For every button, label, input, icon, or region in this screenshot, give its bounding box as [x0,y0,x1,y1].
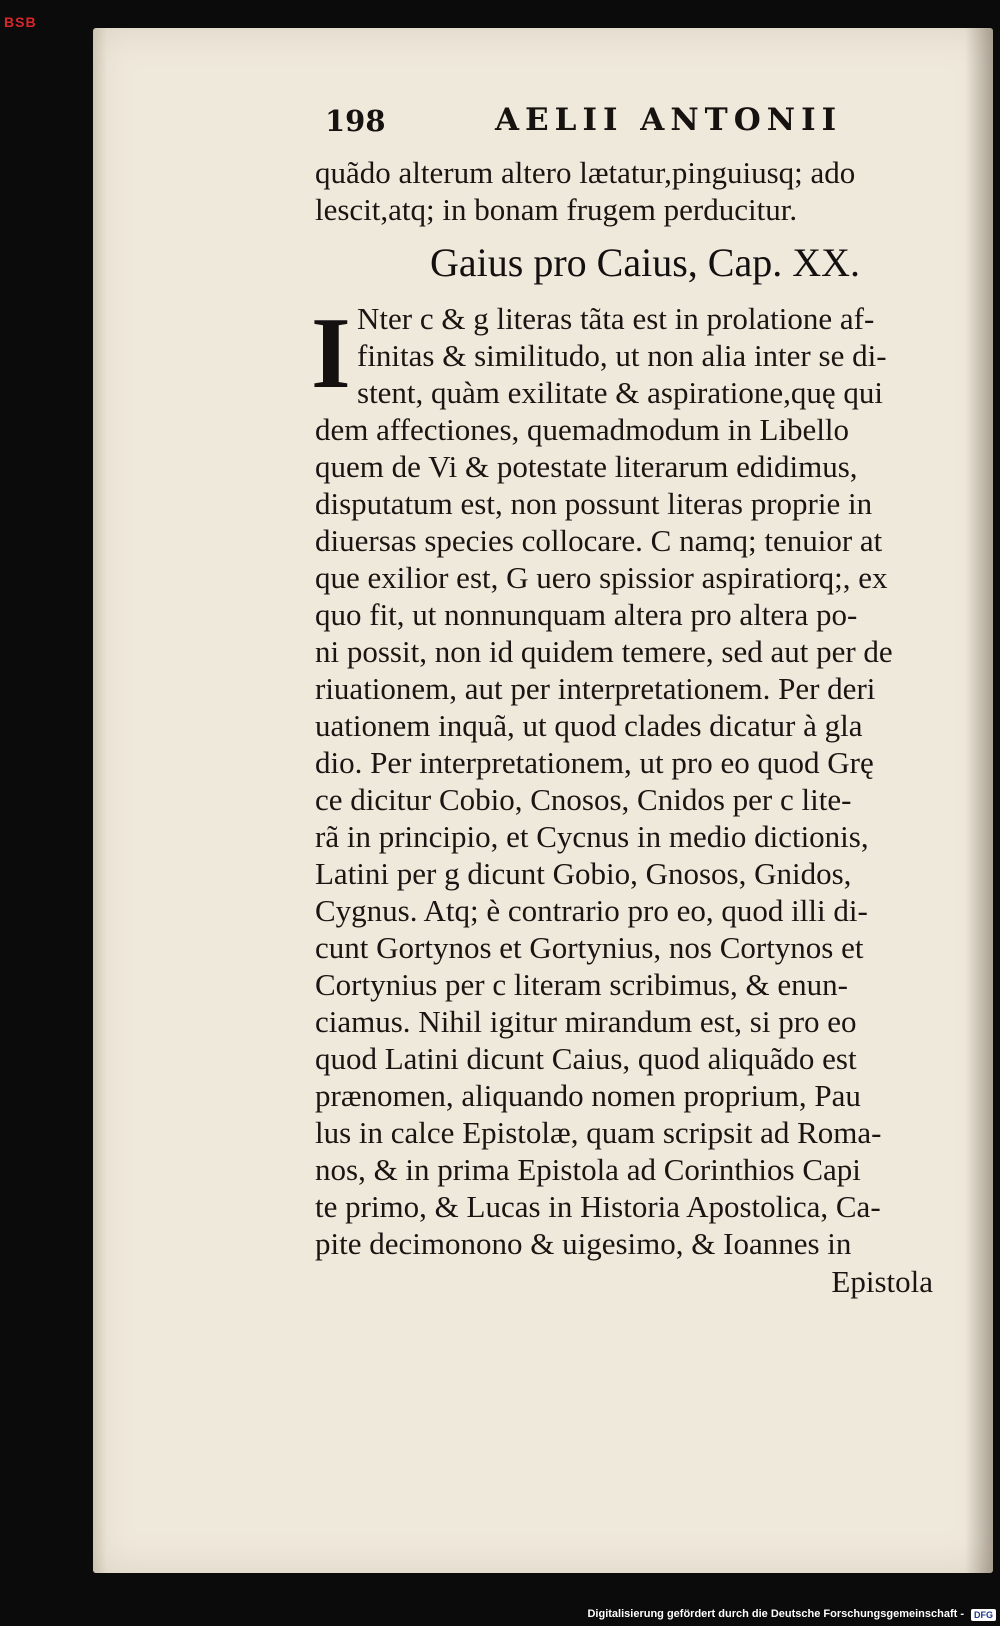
body-line: cunt Gortynos et Gortynius, nos Cortynos et [315,930,864,965]
body-line: quo fit, ut nonnunquam altera pro altera po- [315,597,858,632]
body-line: pite decimonono & uigesimo, & Ioannes in [315,1226,852,1261]
body-line: Nter c & g literas tãta est in prolatione af- [357,301,875,336]
library-mark: BSB [4,14,37,30]
body-line: prænomen, aliquando nomen proprium, Pau [315,1078,861,1113]
carryover-line: lescit,atq; in bonam frugem perducitur. [315,192,798,227]
body-line: uationem inquã, ut quod clades dicatur à gla [315,708,863,743]
page-edge-shadow [965,28,993,1573]
text-block [311,154,935,1302]
body-line: riuationem, aut per interpretationem. Per deri [315,671,876,706]
body-line: quod Latini dicunt Caius, quod aliquãdo est [315,1041,857,1076]
body-line: finitas & similitudo, ut non alia inter se di- [357,338,887,373]
carryover-line: quãdo alterum altero lætatur,pinguiusq; ado [315,155,856,190]
body-line: quem de Vi & potestate literarum edidimus, [315,449,858,484]
body-line: ce dicitur Cobio, Cnosos, Cnidos per c lite- [315,782,852,817]
body-line: stent, quàm exilitate & aspiratione,quę qui [357,375,884,410]
body-line: Cortynius per c literam scribimus, & enun- [315,967,848,1002]
body-line: disputatum est, non possunt literas proprie in [315,486,873,521]
body-line: rã in principio, et Cycnus in medio dictionis, [315,819,869,854]
body-line: dem affectiones, quemadmodum in Libello [315,412,850,447]
body-line: diuersas species collocare. C namq; tenuior at [315,523,883,558]
body-line: ni possit, non id quidem temere, sed aut per de [315,634,893,669]
body-line: que exilior est, G uero spissior aspiratiorq;, ex [315,560,888,595]
dfg-logo: DFG [971,1609,996,1621]
drop-cap: I [311,297,351,410]
page-header [325,104,925,144]
page-number: 198 [325,104,386,138]
chapter-heading: Gaius pro Caius, Cap. XX. [430,240,860,285]
body-line: te primo, & Lucas in Historia Apostolica, Ca- [315,1189,881,1224]
page-gutter-shadow [93,28,107,1573]
catchword: Epistola [831,1264,933,1299]
chapter-paragraph [311,297,935,1262]
book-page [93,28,993,1573]
body-line: ciamus. Nihil igitur mirandum est, si pro eo [315,1004,857,1039]
body-line: lus in calce Epistolæ, quam scripsit ad Roma- [315,1115,882,1150]
funding-note: Digitalisierung gefördert durch die Deutsche Forschungsgemeinschaft - [587,1608,964,1620]
body-line: nos, & in prima Epistola ad Corinthios Capi [315,1152,861,1187]
running-head: AELII ANTONII [495,102,843,138]
body-line: dio. Per interpretationem, ut pro eo quod Grę [315,745,874,780]
body-line: Latini per g dicunt Gobio, Gnosos, Gnidos, [315,856,852,891]
body-line: Cygnus. Atq; è contrario pro eo, quod illi di- [315,893,868,928]
